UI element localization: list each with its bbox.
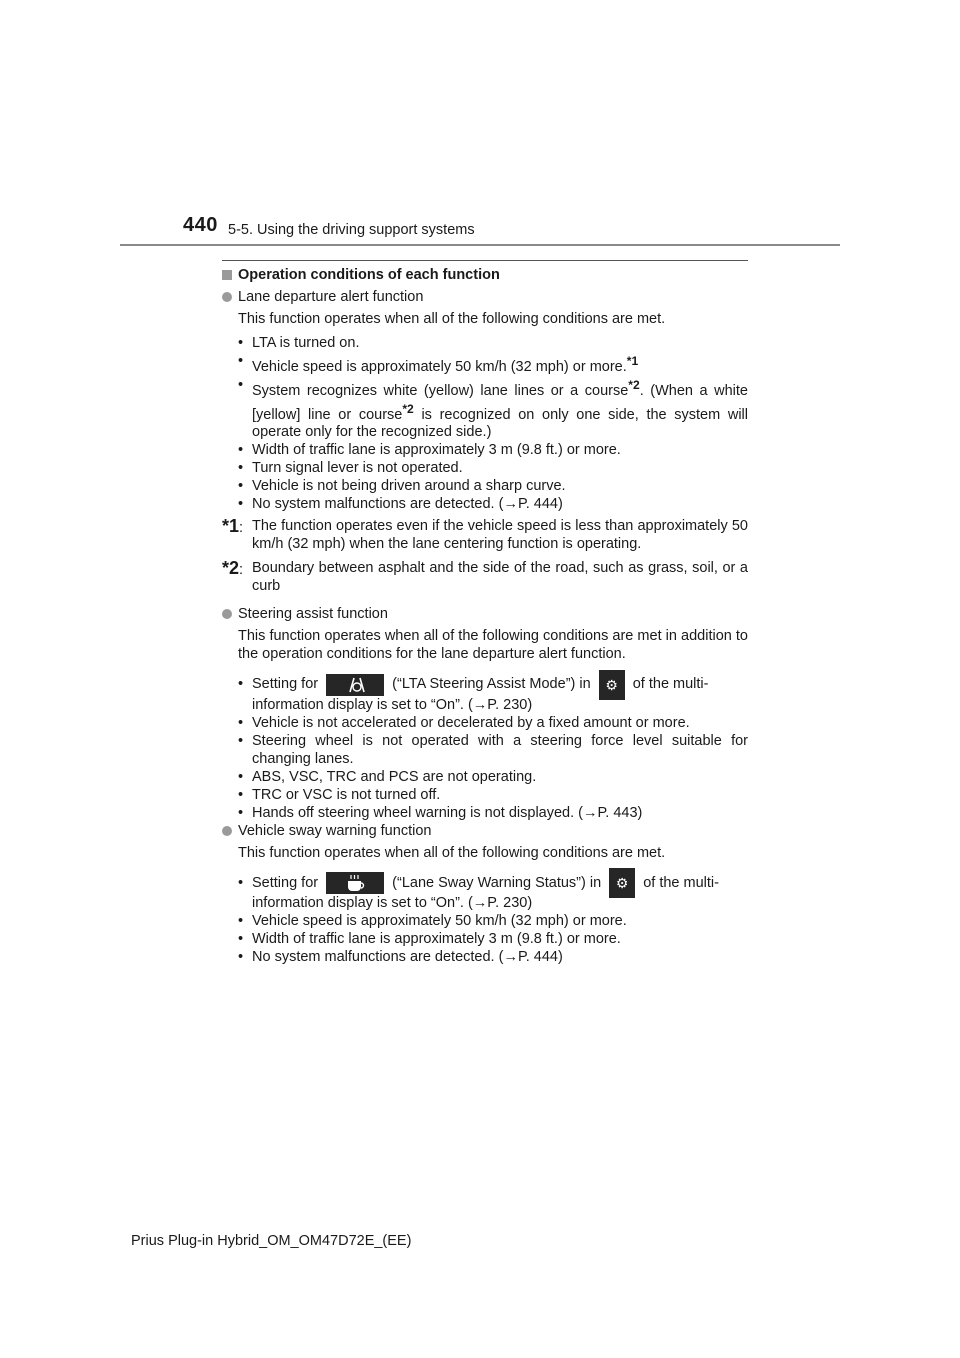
list-item: • Hands off steering wheel warning is not displayed. (→P. 443) (222, 804, 748, 822)
coffee-cup-icon (326, 872, 384, 894)
circle-bullet-icon (222, 826, 232, 836)
lda-heading: Lane departure alert function (222, 288, 748, 306)
steer-intro: This function operates when all of the following conditions are met in addition to the operation conditions for the lane departure alert function. (238, 628, 748, 663)
list-item: • Setting for (“Lane Sway Warning Status”) in ⚙ of the multi- information display is set to “On”. (→P. 230) (222, 868, 748, 912)
list-item: • TRC or VSC is not turned off. (222, 786, 748, 804)
list-item: • Vehicle is not being driven around a sharp curve. (222, 477, 748, 495)
section-title: 5-5. Using the driving support systems (228, 222, 475, 238)
list-item: • Vehicle is not accelerated or decelerated by a fixed amount or more. (222, 714, 748, 732)
circle-bullet-icon (222, 609, 232, 619)
list-item: • Steering wheel is not operated with a steering force level suitable for changing lanes. (222, 732, 748, 768)
list-item: • Turn signal lever is not operated. (222, 459, 748, 477)
sway-intro: This function operates when all of the following conditions are met. (238, 844, 666, 861)
list-item: • No system malfunctions are detected. (→P. 444) (222, 948, 748, 966)
sway-conditions (222, 868, 748, 966)
square-bullet-icon (222, 270, 232, 280)
list-item: • Width of traffic lane is approximately 3 m (9.8 ft.) or more. (222, 930, 748, 948)
footnote-2: *2: Boundary between asphalt and the side of the road, such as grass, soil, or a curb (222, 558, 748, 595)
settings-gear-icon: ⚙ (609, 868, 635, 898)
lda-intro: This function operates when all of the following conditions are met. (238, 311, 666, 327)
list-item: • Setting for (“LTA Steering Assist Mode”) in ⚙ of the multi- information display is set to “On”. (→P. 230) (222, 669, 748, 713)
list-item: • ABS, VSC, TRC and PCS are not operating. (222, 768, 748, 786)
header-divider (120, 244, 840, 246)
lta-steering-assist-icon (326, 674, 384, 696)
list-item: • LTA is turned on. (222, 334, 748, 352)
footnote-1: *1: The function operates even if the vehicle speed is less than approximately 50 km/h (32 mph) when the lane centering function is operating. (222, 516, 748, 553)
list-item: • No system malfunctions are detected. (→P. 444) (222, 495, 748, 513)
steer-conditions (222, 669, 748, 821)
sway-heading: Vehicle sway warning function (222, 822, 748, 840)
page-number: 440 (183, 214, 218, 236)
list-item: • System recognizes white (yellow) lane lines or a course$^{*2}$. (When a white [yellow] line or course$^{*2}$ is recognized on only one side, the system will operate only for the recognized side.) (222, 376, 748, 442)
circle-bullet-icon (222, 292, 232, 302)
list-item: • Width of traffic lane is approximately 3 m (9.8 ft.) or more. (222, 441, 748, 459)
list-item: • Vehicle speed is approximately 50 km/h (32 mph) or more.$^{*1}$ (222, 352, 748, 376)
content (222, 266, 748, 966)
steer-heading: Steering assist function (222, 605, 748, 623)
content-divider (222, 260, 748, 261)
lda-conditions (222, 334, 748, 513)
section-heading: Operation conditions of each function (222, 266, 748, 284)
settings-gear-icon: ⚙ (599, 670, 625, 700)
list-item: • Vehicle speed is approximately 50 km/h (32 mph) or more. (222, 912, 748, 930)
footer-doc-id: Prius Plug-in Hybrid_OM_OM47D72E_(EE) (131, 1233, 412, 1249)
